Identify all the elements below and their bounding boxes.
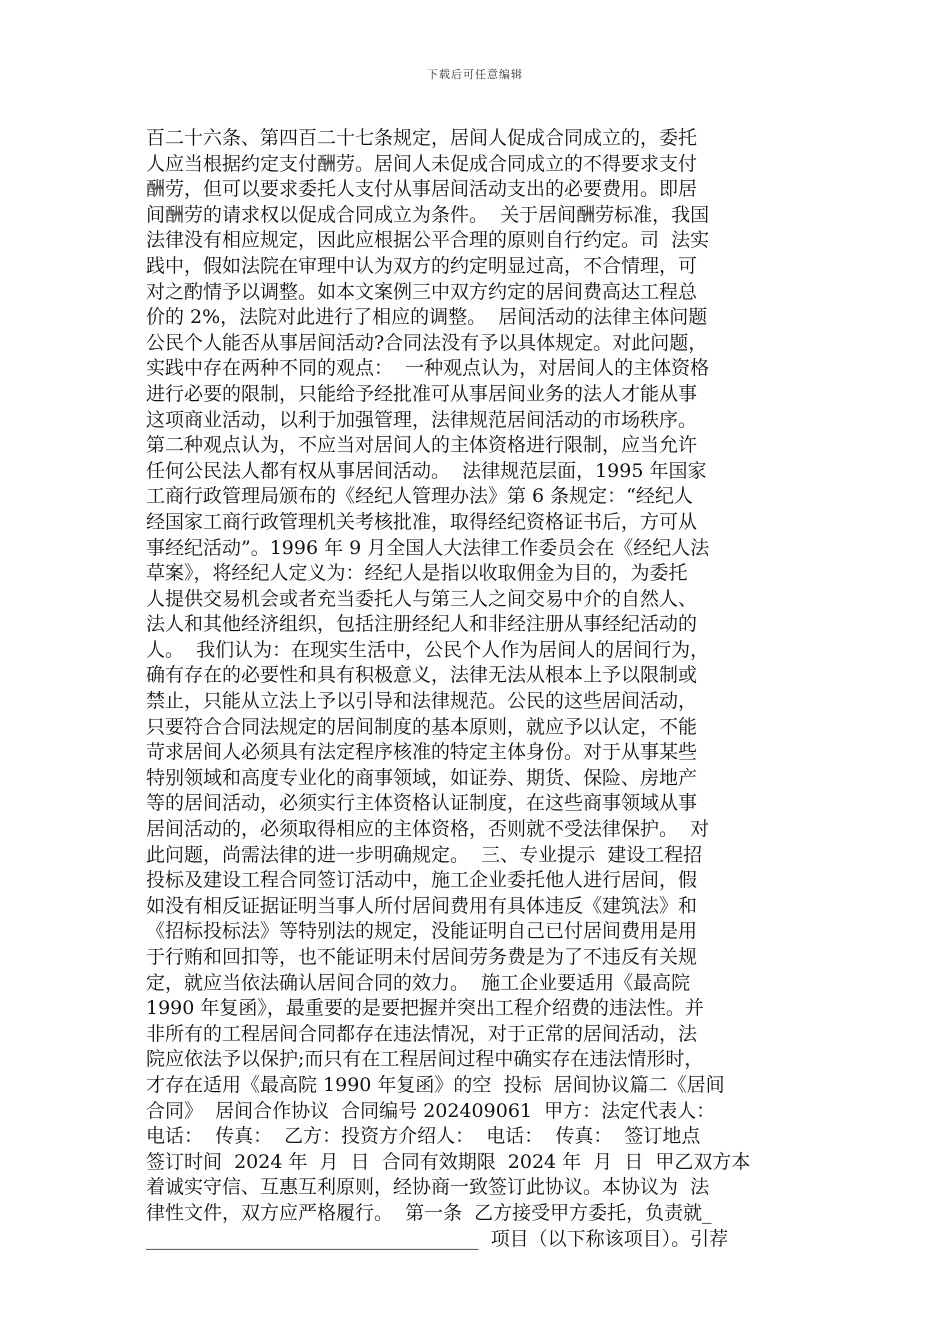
text-line: 百二十六条、第四百二十七条规定，居间人促成合同成立的，委托 [146,127,698,149]
text-line: 非所有的工程居间合同都存在违法情况，对于正常的居间活动，法 [146,1022,698,1045]
text-line: 特别领域和高度专业化的商事领域，如证券、期货、保险、房地产 [146,766,698,789]
text-line: 着诚实守信、互惠互利原则，经协商一致签订此协议。本协议为 法 [146,1176,710,1199]
text-line: 实践中存在两种不同的观点： 一种观点认为，对居间人的主体资格 [146,357,710,380]
text-line: 签订时间 2024 年 月 日 合同有效期限 2024 年 月 日 甲乙双方本 [146,1150,751,1173]
text-line: 人提供交易机会或者充当委托人与第三人之间交易中介的自然人、 [146,587,698,610]
text-line: 律性文件，双方应严格履行。 第一条 乙方接受甲方委托，负责就_ [146,1201,712,1224]
text-line: ___________________________________ 项目（以下称该项目）。引荐 [146,1227,729,1250]
text-line: 才存在适用《最高院 1990 年复函》的空 投标 居间协议篇二《居间 [146,1073,725,1096]
text-line: 酬劳，但可以要求委托人支付从事居间活动支出的必要费用。即居 [146,178,698,201]
text-line: 苛求居间人必须具有法定程序核准的特定主体身份。对于从事某些 [146,741,698,764]
text-line: 践中，假如法院在审理中认为双方的约定明显过高，不合情理，可 [146,254,698,277]
text-line: 经国家工商行政管理机关考核批准，取得经纪资格证书后，方可从 [146,510,698,533]
text-line: 等的居间活动，必须实行主体资格认证制度，在这些商事领域从事 [146,792,698,815]
text-line: 只要符合合同法规定的居间制度的基本原则，就应予以认定，不能 [146,715,698,738]
text-line: 定，就应当依法确认居间合同的效力。 施工企业要适用《最高院 [146,971,691,994]
text-line: 人应当根据约定支付酬劳。居间人未促成合同成立的不得要求支付 [146,152,698,175]
text-line: 于行贿和回扣等，也不能证明未付居间劳务费是为了不违反有关规 [146,946,698,968]
text-line: 价的 2%，法院对此进行了相应的调整。 居间活动的法律主体问题 [146,306,708,329]
text-line: 第二种观点认为，不应当对居间人的主体资格进行限制，应当允许 [146,434,698,457]
text-line: 进行必要的限制，只能给予经批准可从事居间业务的法人才能从事 [146,382,698,405]
text-line: 合同》 居间合作协议 合同编号 202409061 甲方：法定代表人： [146,1099,716,1122]
text-line: 公民个人能否从事居间活动?合同法没有予以具体规定。对此问题， [146,331,708,354]
text-line: 法律没有相应规定，因此应根据公平合理的原则自行约定。司 法实 [146,229,710,252]
page-header: 下载后可任意编辑 [427,68,523,81]
text-line: 间酬劳的请求权以促成合同成立为条件。 关于居间酬劳标准，我国 [146,203,710,226]
text-line: 此问题，尚需法律的进一步明确规定。 三、专业提示 建设工程招 [146,843,703,866]
text-line: 人。 我们认为：在现实生活中，公民个人作为居间人的居间行为， [146,638,710,661]
text-line: 禁止，只能从立法上予以引导和法律规范。公民的这些居间活动， [146,690,698,713]
text-line: 《招标投标法》等特别法的规定，没能证明自己已付居间费用是用 [146,920,698,943]
text-line: 任何公民法人都有权从事居间活动。 法律规范层面，1995 年国家 [146,459,707,482]
text-line: 院应依法予以保护;而只有在工程居间过程中确实存在违法情形时， [146,1048,704,1071]
text-line: 对之酌情予以调整。如本文案例三中双方约定的居间费高达工程总 [146,280,698,303]
text-line: 确有存在的必要性和具有积极意义，法律无法从根本上予以限制或 [146,664,698,687]
text-line: 事经纪活动”。1996 年 9 月全国人大法律工作委员会在《经纪人法 [146,536,710,559]
text-line: 电话： 传真： 乙方：投资方介绍人： 电话： 传真： 签订地点 [146,1125,701,1148]
text-line: 1990 年复函》，最重要的是要把握并突出工程介绍费的违法性。并 [146,997,704,1020]
text-line: 如没有相反证据证明当事人所付居间费用有具体违反《建筑法》和 [146,894,698,917]
text-line: 法人和其他经济组织，包括注册经纪人和非经注册从事经纪活动的 [146,613,698,636]
body-text [146,126,814,1252]
text-line: 草案》，将经纪人定义为：经纪人是指以收取佣金为目的，为委托 [146,562,688,585]
text-line: 投标及建设工程合同签订活动中，施工企业委托他人进行居间，假 [146,869,698,892]
text-line: 居间活动的，必须取得相应的主体资格，否则就不受法律保护。 对 [146,818,710,841]
text-line: 工商行政管理局颁布的《经纪人管理办法》第 6 条规定：“经纪人 [146,485,693,508]
text-line: 这项商业活动，以利于加强管理，法律规范居间活动的市场秩序。 [146,408,698,431]
